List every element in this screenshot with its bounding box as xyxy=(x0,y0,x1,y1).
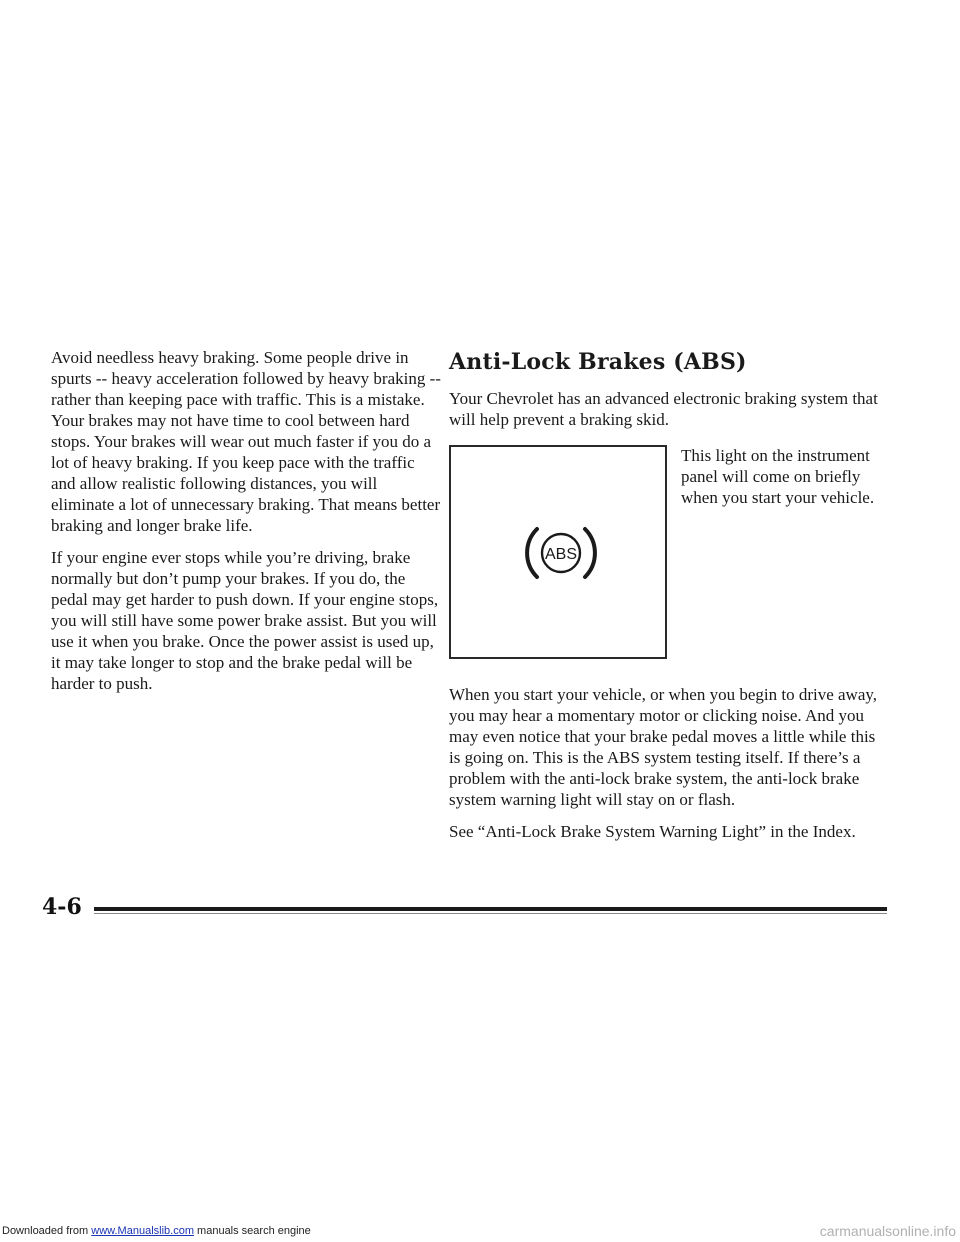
abs-warning-light-icon xyxy=(523,515,599,591)
footer-rule-thin xyxy=(94,913,887,914)
page-top-margin xyxy=(0,0,960,340)
download-prefix: Downloaded from xyxy=(2,1225,89,1237)
footer-rule xyxy=(94,907,887,911)
watermark-text: carmanualsonline.info xyxy=(819,1223,956,1239)
download-source-text xyxy=(2,1220,311,1242)
paragraph-see-index: See “Anti-Lock Brake System Warning Light” in the Index. xyxy=(449,822,856,841)
abs-light-caption: This light on the instrument panel will come on briefly when you start your vehicle. xyxy=(681,446,875,507)
paragraph-abs-self-test: When you start your vehicle, or when you begin to drive away, you may hear a momentary motor or clicking noise. And you may even notice that your brake pedal moves a little while this is going on. This is the ABS system testing itself. If there’s a problem with the anti-lock brake system, the anti-lock brake system warning light will stay on or flash. xyxy=(449,685,878,809)
section-heading-abs: Anti-Lock Brakes (ABS) xyxy=(449,349,747,375)
page-number: 4-6 xyxy=(42,894,82,920)
paragraph-engine-stops: If your engine ever stops while you’re driving, brake normally but don’t pump your brakes. If you do, the pedal may get harder to push down. If your engine stops, you will still have some power brake assist. But you will use it when you brake. Once the power assist is used up, it may take longer to stop and the brake pedal will be harder to push. xyxy=(51,548,439,693)
right-column xyxy=(449,348,889,853)
left-column xyxy=(51,347,443,705)
download-suffix: manuals search engine xyxy=(197,1225,311,1237)
page-footer xyxy=(0,882,960,942)
abs-light-illustration-frame xyxy=(449,445,667,659)
abs-figure xyxy=(449,445,889,663)
abs-intro-paragraph: Your Chevrolet has an advanced electronic braking system that will help prevent a braking skid. xyxy=(449,389,878,429)
manualslib-link[interactable]: www.Manualslib.com xyxy=(91,1225,194,1237)
download-banner xyxy=(0,1220,960,1242)
paragraph-heavy-braking: Avoid needless heavy braking. Some people drive in spurts -- heavy acceleration followed by heavy braking -- rather than keeping pace with traffic. This is a mistake. Your brakes may not have time to cool between hard stops. Your brakes will wear out much faster if you do a lot of heavy braking. If you keep pace with the traffic and allow realistic following distances, you will eliminate a lot of unnecessary braking. That means better braking and longer brake life. xyxy=(51,348,441,535)
abs-icon-label: ABS xyxy=(544,546,578,563)
